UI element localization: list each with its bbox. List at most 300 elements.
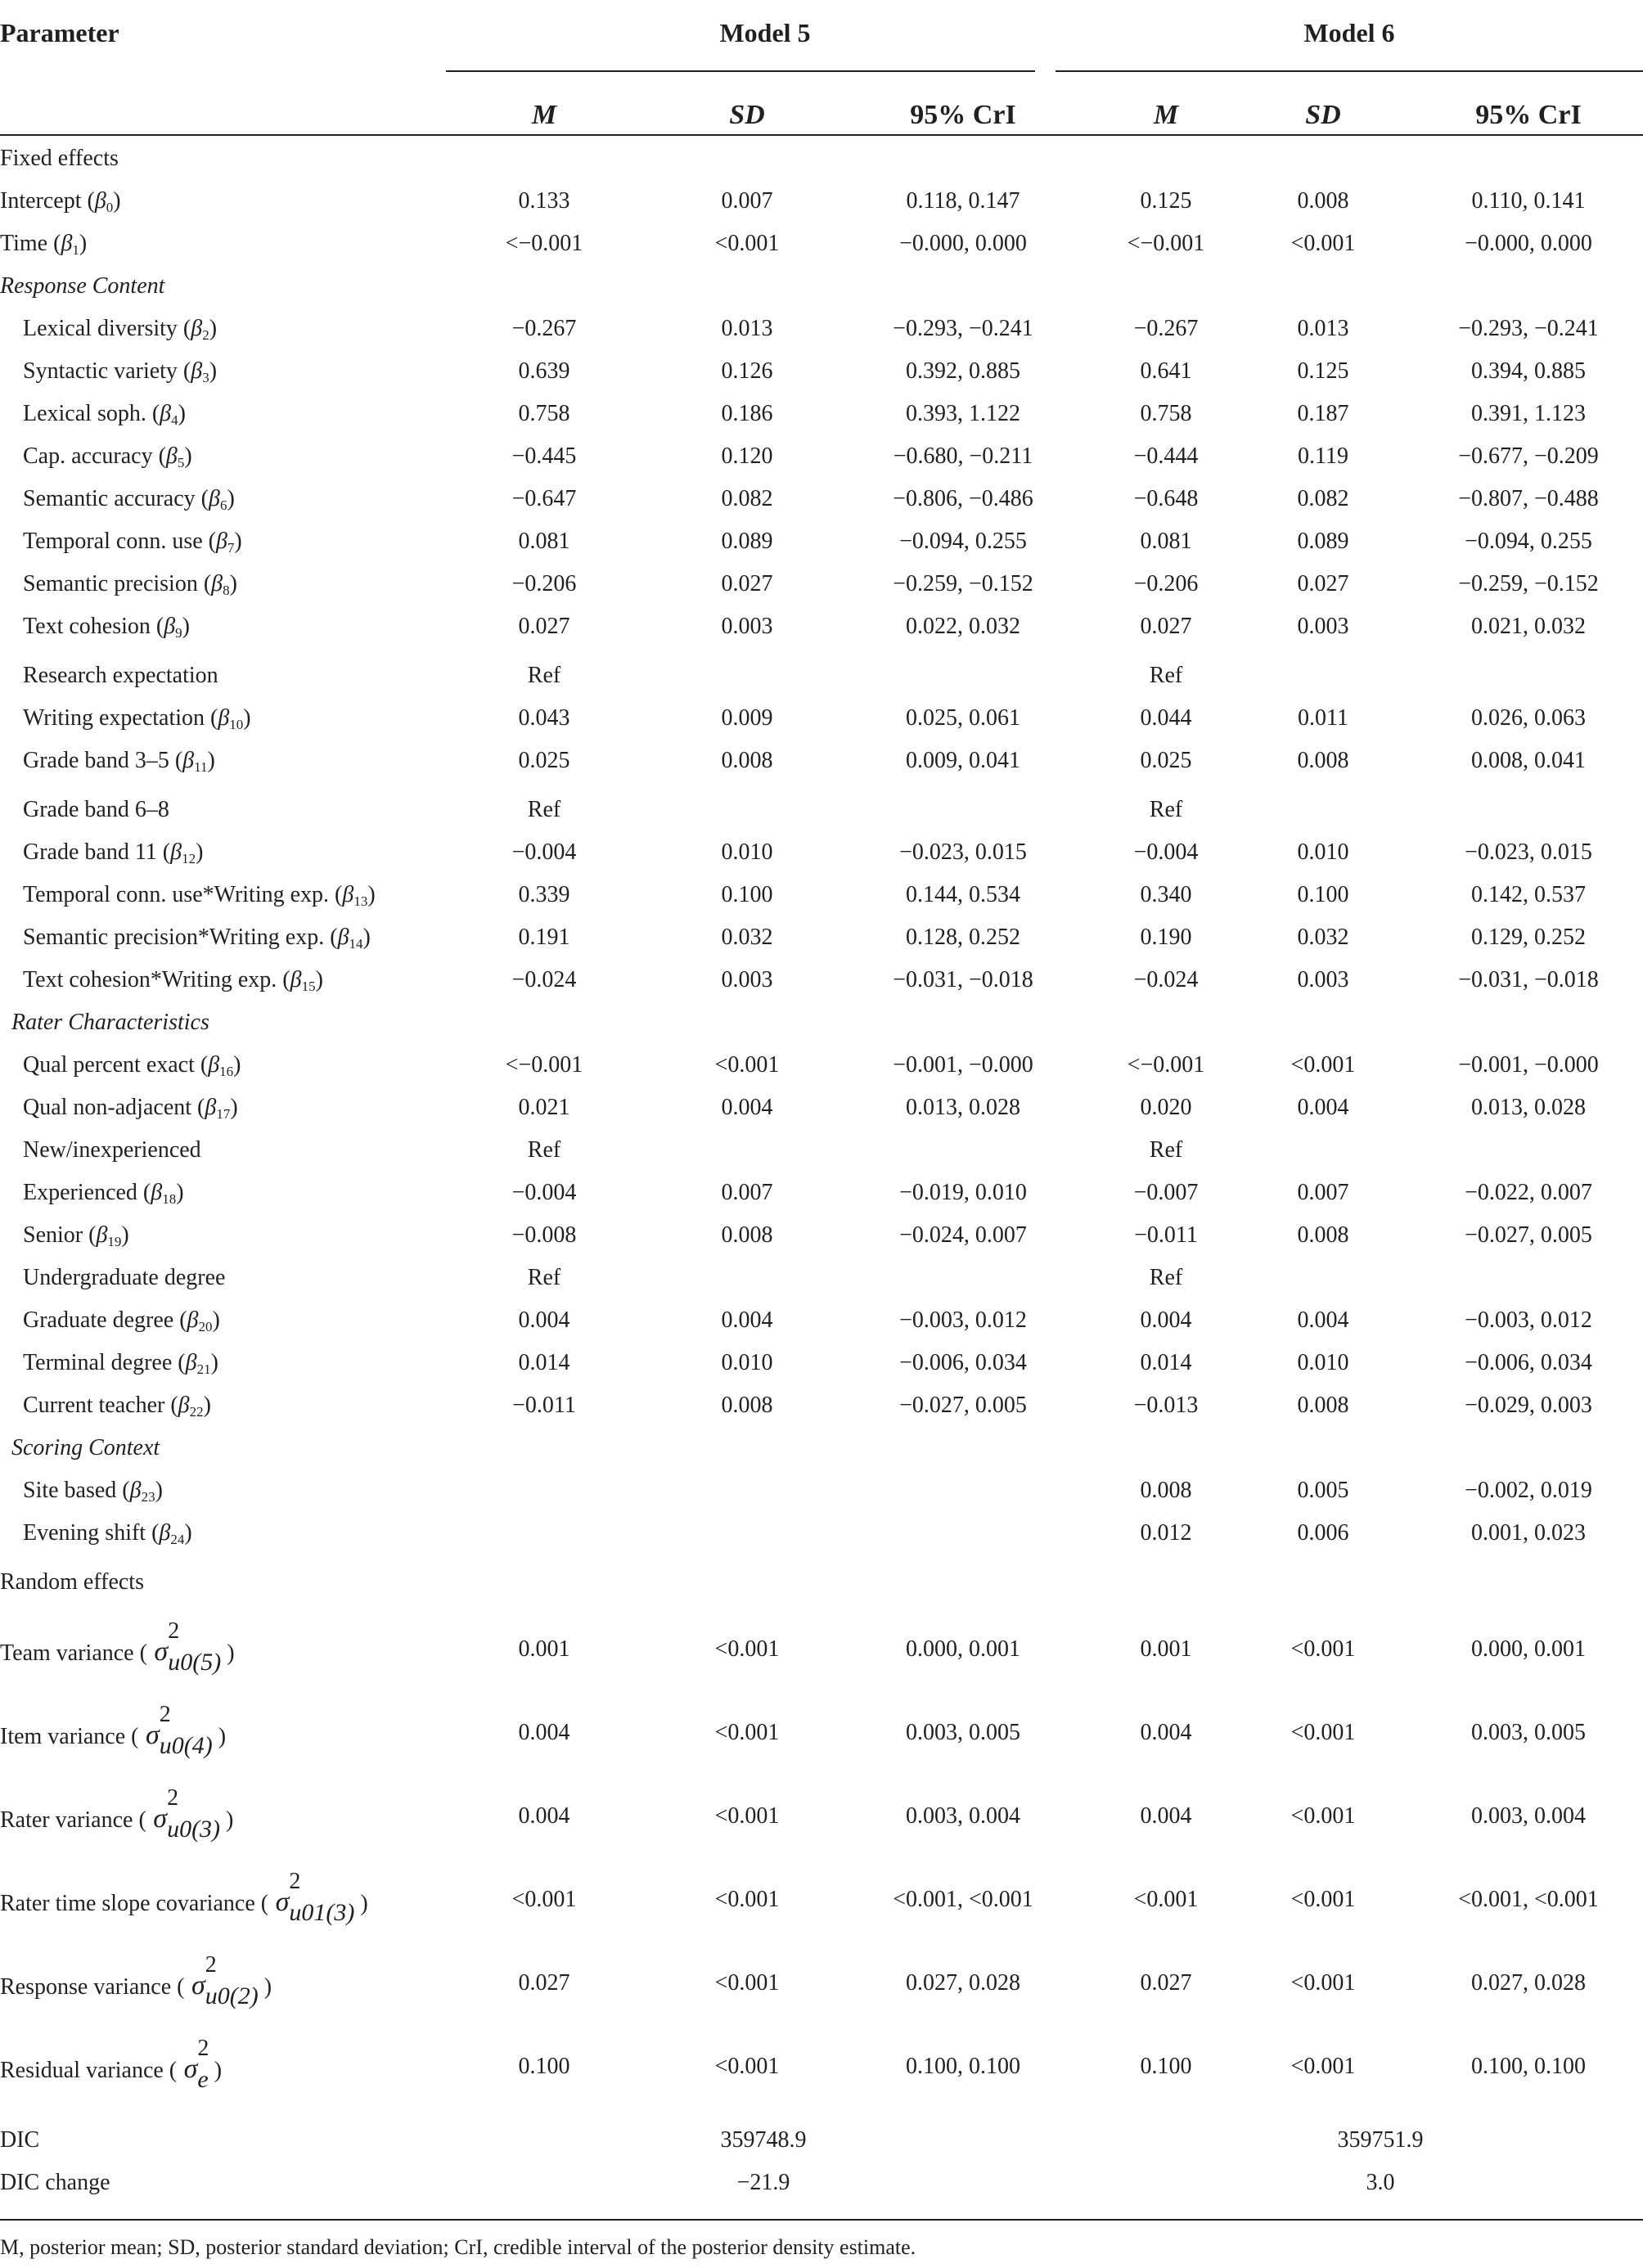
table-cell: 0.003, 0.004 xyxy=(1471,1803,1586,1829)
table-cell: 0.011 xyxy=(1298,705,1348,731)
coef-symbol: β xyxy=(129,1478,142,1503)
table-cell: <0.001 xyxy=(1290,1803,1356,1829)
table-cell: 0.043 xyxy=(518,705,570,731)
paren: ) xyxy=(233,1052,241,1078)
coef-symbol: β xyxy=(290,967,302,992)
table-cell: 0.186 xyxy=(721,401,773,426)
paren: ) xyxy=(354,1891,368,1916)
row-label xyxy=(0,1702,227,1759)
table-cell: Ref xyxy=(527,797,561,822)
table-cell: −0.022, 0.007 xyxy=(1465,1180,1592,1205)
table-cell: 0.394, 0.885 xyxy=(1471,358,1586,384)
table-cell: 0.008 xyxy=(1297,1393,1349,1418)
row-label-text: Qual percent exact ( xyxy=(23,1052,209,1078)
coef-symbol: β xyxy=(159,1520,171,1546)
model5-underline xyxy=(446,70,1035,72)
table-cell: 0.021, 0.032 xyxy=(1471,614,1586,639)
table-cell: −0.011 xyxy=(512,1393,576,1418)
row-label-text: Cap. accuracy ( xyxy=(23,443,166,469)
row-label xyxy=(0,146,119,172)
table-cell: <0.001 xyxy=(1290,1052,1356,1078)
row-label-text: Grade band 3–5 ( xyxy=(23,748,183,773)
row-label-text: Semantic precision ( xyxy=(23,571,212,596)
coef-symbol: β xyxy=(165,443,178,469)
row-label xyxy=(11,1435,160,1461)
table-cell: 0.003 xyxy=(721,614,773,639)
table-cell: 0.003 xyxy=(1297,614,1349,639)
table-cell: −0.001, −0.000 xyxy=(893,1052,1033,1078)
paren: ) xyxy=(209,358,218,384)
coef-symbol: β xyxy=(151,1180,163,1205)
row-label-text: Item variance ( xyxy=(0,1724,139,1749)
table-cell: 0.003, 0.005 xyxy=(1471,1720,1586,1745)
row-label xyxy=(23,486,235,514)
table-cell: Ref xyxy=(527,1137,561,1163)
table-cell: −0.011 xyxy=(1134,1222,1198,1248)
table-cell: 0.007 xyxy=(1297,1180,1349,1205)
table-cell: <0.001, <0.001 xyxy=(1458,1887,1599,1912)
row-label xyxy=(23,1222,129,1250)
table-cell: 0.089 xyxy=(721,529,773,554)
table-cell: 0.007 xyxy=(721,1180,773,1205)
table-cell: <0.001 xyxy=(714,231,780,256)
coef-index: 21 xyxy=(196,1361,211,1377)
row-label-text: Team variance ( xyxy=(0,1640,147,1666)
table-cell: 0.119 xyxy=(1298,443,1348,469)
paren: ) xyxy=(229,571,237,596)
table-cell: 0.001 xyxy=(1140,1636,1192,1662)
row-label xyxy=(23,571,237,599)
row-label-text: Time ( xyxy=(0,231,61,256)
table-cell: −0.024, 0.007 xyxy=(899,1222,1027,1248)
table-cell: <0.001 xyxy=(714,1887,780,1912)
subheader-m5-cri: 95% CrI xyxy=(910,100,1016,130)
table-cell: −0.094, 0.255 xyxy=(1465,529,1592,554)
paren: ) xyxy=(178,401,186,426)
table-cell: <0.001 xyxy=(714,1970,780,1996)
coef-symbol: β xyxy=(218,705,230,731)
row-label xyxy=(23,705,251,733)
table-cell: 0.013 xyxy=(1297,316,1349,341)
row-label xyxy=(23,1180,184,1208)
table-cell: 0.004 xyxy=(1140,1307,1192,1333)
table-cell: Ref xyxy=(527,663,561,688)
row-label-text: Site based ( xyxy=(23,1478,130,1503)
table-cell: −0.023, 0.015 xyxy=(899,839,1027,865)
coef-index: 3 xyxy=(202,370,209,385)
table-cell: 0.100 xyxy=(1297,882,1349,907)
table-cell: 0.008 xyxy=(721,1393,773,1418)
table-cell: 0.005 xyxy=(1297,1478,1349,1503)
table-cell: 0.025, 0.061 xyxy=(906,705,1020,731)
table-cell: −0.002, 0.019 xyxy=(1465,1478,1592,1503)
subheader-m6-cri: 95% CrI xyxy=(1475,100,1582,130)
row-label xyxy=(23,839,203,867)
coef-symbol: β xyxy=(164,614,176,639)
row-label xyxy=(23,529,242,556)
table-cell: 0.010 xyxy=(1297,1350,1349,1375)
table-cell: 0.081 xyxy=(1140,529,1192,554)
table-cell: 0.032 xyxy=(1297,925,1349,950)
coef-index: 23 xyxy=(141,1489,155,1505)
coef-index: 14 xyxy=(349,936,363,952)
paren: ) xyxy=(315,967,323,992)
table-cell: −0.807, −0.488 xyxy=(1458,486,1599,511)
coef-symbol: β xyxy=(187,1307,199,1333)
row-label-text: Residual variance ( xyxy=(0,2058,178,2083)
table-cell: 0.004 xyxy=(1140,1803,1192,1829)
header-rule xyxy=(0,134,1643,136)
table-cell: 0.021 xyxy=(518,1095,570,1120)
row-label-text: Graduate degree ( xyxy=(23,1307,187,1333)
coef-symbol: β xyxy=(337,925,349,950)
dic-change-label: DIC change xyxy=(0,2170,110,2195)
table-cell: 0.339 xyxy=(518,882,570,907)
coef-index: 7 xyxy=(227,540,235,556)
table-cell: Ref xyxy=(1149,1137,1183,1163)
table-footnote: M, posterior mean; SD, posterior standard deviation; CrI, credible interval of the posterior density estimate. xyxy=(0,2235,916,2259)
table-cell: 0.125 xyxy=(1297,358,1349,384)
row-label xyxy=(0,1569,144,1595)
table-cell: <0.001 xyxy=(1290,2054,1356,2079)
paren: ) xyxy=(79,231,88,256)
table-cell: 0.000, 0.001 xyxy=(906,1636,1020,1662)
table-cell: −0.004 xyxy=(511,1180,577,1205)
row-label xyxy=(23,925,371,952)
table-cell: −0.680, −0.211 xyxy=(893,443,1033,469)
table-cell: −0.024 xyxy=(1133,967,1199,992)
row-label-text: Temporal conn. use ( xyxy=(23,529,216,554)
row-label xyxy=(0,231,87,259)
coef-index: 6 xyxy=(219,497,227,513)
table-cell: 0.013 xyxy=(721,316,773,341)
paren: ) xyxy=(113,188,121,214)
table-cell: 0.190 xyxy=(1140,925,1192,950)
table-cell: 0.027 xyxy=(518,1970,570,1996)
table-cell: 0.118, 0.147 xyxy=(906,188,1020,214)
paren: ) xyxy=(184,443,192,469)
coef-symbol: β xyxy=(170,839,182,865)
table-cell: −0.006, 0.034 xyxy=(1465,1350,1592,1375)
table-cell: 0.008 xyxy=(1297,748,1349,773)
table-cell: −0.003, 0.012 xyxy=(1465,1307,1592,1333)
table-cell: 0.025 xyxy=(1140,748,1192,773)
table-cell: 0.393, 1.122 xyxy=(906,401,1020,426)
table-cell: 0.004 xyxy=(721,1307,773,1333)
table-cell: −0.031, −0.018 xyxy=(893,967,1033,992)
table-cell: −0.019, 0.010 xyxy=(899,1180,1027,1205)
table-cell: <−0.001 xyxy=(505,1052,583,1078)
table-cell: Ref xyxy=(1149,1265,1183,1290)
table-cell: 0.027, 0.028 xyxy=(906,1970,1020,1996)
table-cell: 0.004 xyxy=(1297,1307,1349,1333)
row-label-text: Lexical soph. ( xyxy=(23,401,160,426)
table-cell: 0.142, 0.537 xyxy=(1471,882,1586,907)
table-cell: 0.027 xyxy=(1140,614,1192,639)
row-label-text: Grade band 11 ( xyxy=(23,839,171,865)
table-cell: 0.027 xyxy=(1297,571,1349,596)
table-cell: −0.031, −0.018 xyxy=(1458,967,1599,992)
row-label-text: Lexical diversity ( xyxy=(23,316,191,341)
coef-index: 20 xyxy=(198,1319,213,1334)
row-label xyxy=(23,1052,241,1080)
table-cell: 0.100 xyxy=(518,2054,570,2079)
table-cell: −0.000, 0.000 xyxy=(899,231,1027,256)
table-cell: <0.001, <0.001 xyxy=(893,1887,1033,1912)
row-label-text: Text cohesion*Writing exp. ( xyxy=(23,967,290,992)
table-cell: 0.009 xyxy=(721,705,773,731)
variance-symbol: σ 2 e xyxy=(177,2036,209,2093)
row-label xyxy=(0,1618,235,1676)
table-cell: 0.027 xyxy=(721,571,773,596)
row-label xyxy=(23,797,169,823)
row-label-text: Intercept ( xyxy=(0,188,95,214)
table-cell: <0.001 xyxy=(714,1052,780,1078)
paren: ) xyxy=(208,2058,223,2083)
row-label-text: Text cohesion ( xyxy=(23,614,164,639)
table-cell: 0.008 xyxy=(1297,188,1349,214)
paren: ) xyxy=(210,1350,218,1375)
table-cell: 0.025 xyxy=(518,748,570,773)
paren: ) xyxy=(258,1974,272,2000)
dic-change-model5: −21.9 xyxy=(736,2170,790,2195)
paren: ) xyxy=(234,529,242,554)
coef-index: 15 xyxy=(301,979,316,994)
row-label-text: Response Content xyxy=(0,273,165,299)
table-cell: 0.027, 0.028 xyxy=(1471,1970,1586,1996)
table-cell: −0.008 xyxy=(511,1222,577,1248)
coef-symbol: β xyxy=(342,882,354,907)
table-cell: 0.100 xyxy=(1140,2054,1192,2079)
table-cell: 0.001 xyxy=(518,1636,570,1662)
row-label-text: Semantic precision*Writing exp. ( xyxy=(23,925,338,950)
coef-index: 8 xyxy=(223,583,230,598)
table-cell: −0.259, −0.152 xyxy=(893,571,1033,596)
table-cell: −0.206 xyxy=(1133,571,1199,596)
table-cell: −0.007 xyxy=(1133,1180,1199,1205)
row-label xyxy=(23,748,215,776)
paren: ) xyxy=(220,1807,234,1833)
table-cell: Ref xyxy=(1149,663,1183,688)
row-label xyxy=(23,663,218,689)
table-cell: <0.001 xyxy=(1133,1887,1199,1912)
table-cell: <0.001 xyxy=(1290,1970,1356,1996)
row-label xyxy=(0,1869,368,1926)
table-cell: 0.004 xyxy=(518,1803,570,1829)
variance-symbol: σ 2 u0(5) xyxy=(146,1618,222,1676)
coef-index: 22 xyxy=(189,1404,204,1420)
table-cell: 0.082 xyxy=(721,486,773,511)
coef-index: 1 xyxy=(72,242,79,258)
coef-symbol: β xyxy=(178,1393,190,1418)
table-cell: 0.125 xyxy=(1140,188,1192,214)
table-cell: <0.001 xyxy=(714,1803,780,1829)
table-cell: <−0.001 xyxy=(1127,231,1205,256)
table-cell: 0.027 xyxy=(518,614,570,639)
table-cell: 0.120 xyxy=(721,443,773,469)
row-label xyxy=(0,273,164,299)
table-cell: −0.003, 0.012 xyxy=(899,1307,1027,1333)
table-cell: −0.267 xyxy=(1133,316,1199,341)
row-label xyxy=(0,1785,234,1843)
table-cell: −0.806, −0.486 xyxy=(893,486,1033,511)
table-cell: −0.648 xyxy=(1133,486,1199,511)
coef-symbol: β xyxy=(191,358,203,384)
row-label xyxy=(23,1350,218,1378)
row-label xyxy=(23,1520,192,1548)
table-cell: −0.267 xyxy=(511,316,577,341)
coef-symbol: β xyxy=(61,231,73,256)
table-cell: 0.001, 0.023 xyxy=(1471,1520,1586,1546)
table-cell: 0.128, 0.252 xyxy=(906,925,1020,950)
table-cell: <−0.001 xyxy=(1127,1052,1205,1078)
paren: ) xyxy=(227,486,235,511)
table-cell: 0.010 xyxy=(721,839,773,865)
paren: ) xyxy=(176,1180,184,1205)
coef-symbol: β xyxy=(208,486,220,511)
row-label xyxy=(23,1265,225,1291)
table-cell: 0.003 xyxy=(1297,967,1349,992)
table-cell: 0.022, 0.032 xyxy=(906,614,1020,639)
row-label-text: Rater Characteristics xyxy=(11,1010,209,1035)
parameter-header: Parameter xyxy=(0,18,119,47)
table-header xyxy=(0,0,1643,74)
subheader-m5-mean: M xyxy=(531,100,557,130)
row-label-text: Terminal degree ( xyxy=(23,1350,186,1375)
table-cell: 0.013, 0.028 xyxy=(1471,1095,1586,1120)
coef-index: 5 xyxy=(177,455,185,470)
table-cell: <0.001 xyxy=(511,1887,577,1912)
table-cell: 0.392, 0.885 xyxy=(906,358,1020,384)
coef-index: 13 xyxy=(353,893,368,909)
table-cell: <0.001 xyxy=(714,1636,780,1662)
table-cell: −0.293, −0.241 xyxy=(893,316,1033,341)
subheader-m6-sd: SD xyxy=(1305,100,1341,130)
table-cell: −0.094, 0.255 xyxy=(899,529,1027,554)
row-label-text: Semantic accuracy ( xyxy=(23,486,209,511)
paren: ) xyxy=(121,1222,129,1248)
table-cell: 0.144, 0.534 xyxy=(906,882,1020,907)
table-cell: 0.126 xyxy=(721,358,773,384)
table-cell: −0.027, 0.005 xyxy=(899,1393,1027,1418)
table-cell: 0.004 xyxy=(518,1720,570,1745)
table-cell: 0.641 xyxy=(1140,358,1192,384)
model6-header: Model 6 xyxy=(1303,18,1395,47)
table-cell: 0.100 xyxy=(721,882,773,907)
table-cell: 0.008 xyxy=(1140,1478,1192,1503)
table-cell: −0.006, 0.034 xyxy=(899,1350,1027,1375)
paren: ) xyxy=(155,1478,163,1503)
table-cell: −0.000, 0.000 xyxy=(1465,231,1592,256)
row-label-text: Grade band 6–8 xyxy=(23,797,169,822)
row-label-text: Evening shift ( xyxy=(23,1520,160,1546)
row-label xyxy=(23,1095,238,1123)
row-label xyxy=(23,1393,211,1420)
table-cell: 0.000, 0.001 xyxy=(1471,1636,1586,1662)
table-cell: <0.001 xyxy=(1290,1636,1356,1662)
paren: ) xyxy=(362,925,371,950)
coef-index: 11 xyxy=(194,759,208,775)
table-cell: Ref xyxy=(527,1265,561,1290)
coef-symbol: β xyxy=(208,1052,220,1078)
table-cell: 0.100, 0.100 xyxy=(1471,2054,1586,2079)
table-cell: 0.758 xyxy=(518,401,570,426)
table-cell: 0.032 xyxy=(721,925,773,950)
model5-header: Model 5 xyxy=(719,18,811,47)
table-cell: 0.003 xyxy=(721,967,773,992)
row-label-text: Syntactic variety ( xyxy=(23,358,191,384)
row-label-text: Scoring Context xyxy=(11,1435,160,1460)
coef-index: 0 xyxy=(106,200,114,215)
table-cell: 0.008 xyxy=(721,1222,773,1248)
coef-index: 4 xyxy=(171,412,178,428)
table-cell: 0.089 xyxy=(1297,529,1349,554)
row-label xyxy=(11,1010,209,1036)
coef-symbol: β xyxy=(160,401,172,426)
paren: ) xyxy=(243,705,251,731)
coef-index: 9 xyxy=(175,625,182,641)
table-cell: 0.026, 0.063 xyxy=(1471,705,1586,731)
paren: ) xyxy=(203,1393,211,1418)
table-cell: −0.259, −0.152 xyxy=(1458,571,1599,596)
table-cell: −0.023, 0.015 xyxy=(1465,839,1592,865)
paren: ) xyxy=(182,614,190,639)
table-cell: 0.007 xyxy=(721,188,773,214)
table-cell: 0.008 xyxy=(1297,1222,1349,1248)
table-cell: 0.191 xyxy=(518,925,570,950)
table-cell: 0.008, 0.041 xyxy=(1471,748,1586,773)
table-cell: −0.001, −0.000 xyxy=(1458,1052,1599,1078)
table-cell: <0.001 xyxy=(714,1720,780,1745)
table-cell: <0.001 xyxy=(1290,1887,1356,1912)
dic-change-model6: 3.0 xyxy=(1366,2170,1395,2195)
table-cell: −0.293, −0.241 xyxy=(1458,316,1599,341)
table-cell: 0.006 xyxy=(1297,1520,1349,1546)
table-cell: 0.004 xyxy=(518,1307,570,1333)
coef-symbol: β xyxy=(215,529,227,554)
table-cell: 0.008 xyxy=(721,748,773,773)
paren: ) xyxy=(212,1724,227,1749)
subheader-m6-mean: M xyxy=(1153,100,1179,130)
paren: ) xyxy=(212,1307,220,1333)
table-cell: 0.004 xyxy=(1297,1095,1349,1120)
row-label-text: Random effects xyxy=(0,1569,144,1595)
table-cell: <0.001 xyxy=(1290,231,1356,256)
row-label-text: Experienced ( xyxy=(23,1180,151,1205)
coef-symbol: β xyxy=(96,1222,108,1248)
table-cell: −0.029, 0.003 xyxy=(1465,1393,1592,1418)
row-label-text: Temporal conn. use*Writing exp. ( xyxy=(23,882,343,907)
row-label xyxy=(23,614,190,641)
paren: ) xyxy=(196,839,204,865)
coef-symbol: β xyxy=(182,748,195,773)
table-cell: 0.110, 0.141 xyxy=(1471,188,1586,214)
table-cell: −0.444 xyxy=(1133,443,1199,469)
table-cell: 0.009, 0.041 xyxy=(906,748,1020,773)
table-cell: 0.133 xyxy=(518,188,570,214)
dic-label: DIC xyxy=(0,2127,40,2153)
coef-index: 19 xyxy=(107,1234,122,1249)
table-cell: 0.003, 0.005 xyxy=(906,1720,1020,1745)
row-label xyxy=(0,2036,223,2093)
table-cell: 0.020 xyxy=(1140,1095,1192,1120)
coef-index: 18 xyxy=(162,1191,177,1207)
table-cell: −0.004 xyxy=(1133,839,1199,865)
table-cell: 0.391, 1.123 xyxy=(1471,401,1586,426)
row-label xyxy=(0,188,121,216)
coef-index: 24 xyxy=(170,1532,185,1547)
coef-index: 17 xyxy=(216,1106,231,1122)
